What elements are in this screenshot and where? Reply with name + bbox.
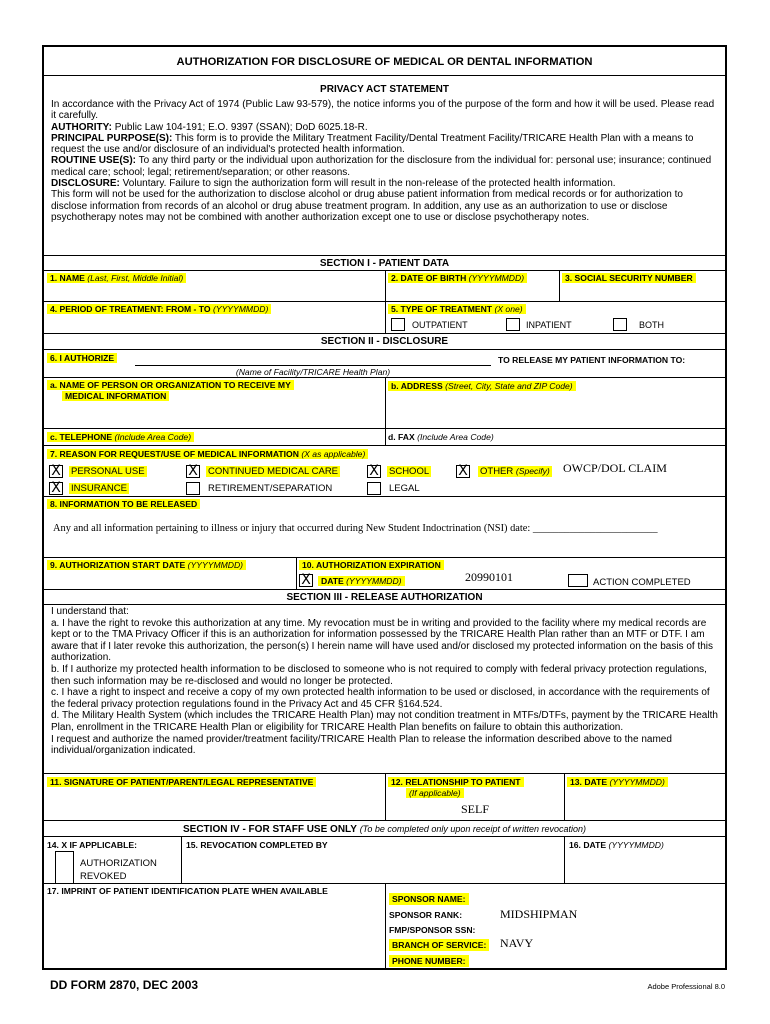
legal-label: LEGAL [389,483,420,494]
privacy-final: This form will not be used for the authorization to disclose alcohol or drug abuse patient information from medical records or for authorization to disclose information from records of an alcohol or drug abuse treatment program. In addition, any use as an authorization to use or disclose psychotherapy notes may not be combined with another authorization except one to use or disclose psychotherapy notes. [51,189,683,223]
relationship-label: 12. RELATIONSHIP TO PATIENT [388,777,524,787]
info-released-label: 8. INFORMATION TO BE RELEASED [47,499,200,509]
x-if-applicable-label: 14. X IF APPLICABLE: [47,840,137,850]
release-term: b. If I authorize my protected health information to be disclosed to someone who is not required to comply with federal privacy protection regulations, then such information may be re-disclosed and would no longer be protected. [51,663,707,687]
address-label: b. ADDRESS (Street, City, State and ZIP Code) [388,381,576,391]
reason-label: 7. REASON FOR REQUEST/USE OF MEDICAL INFORMATION (X as applicable) [47,449,368,459]
insurance-checkbox[interactable]: X [49,482,63,495]
other-checkbox[interactable]: X [456,465,470,478]
info-released-value[interactable]: Any and all information pertaining to illness or injury that occurred during New Student Indoctrination (NSI) date: ________________________ [53,523,658,534]
section4-heading: SECTION IV - FOR STAFF USE ONLY (To be completed only upon receipt of written revocation) [183,824,586,835]
signature-label: 11. SIGNATURE OF PATIENT/PARENT/LEGAL REPRESENTATIVE [47,777,316,787]
sponsor-rank-value[interactable]: MIDSHIPMAN [500,907,578,921]
release-to-label: TO RELEASE MY PATIENT INFORMATION TO: [498,355,686,365]
recipient-label: a. NAME OF PERSON OR ORGANIZATION TO RECEIVE MY [47,380,294,390]
retirement-checkbox[interactable] [186,482,200,495]
name-label: 1. NAME (Last, First, Middle Initial) [47,273,186,283]
address-field[interactable] [388,393,723,428]
continued-care-checkbox[interactable]: X [186,465,200,478]
school-checkbox[interactable]: X [367,465,381,478]
revocation-date-label: 16. DATE (YYYYMMDD) [569,840,664,850]
section1-heading: SECTION I - PATIENT DATA [319,258,450,269]
both-label: BOTH [639,320,665,330]
action-completed-label: ACTION COMPLETED [593,577,691,588]
outpatient-label: OUTPATIENT [412,320,468,330]
privacy-routine: ROUTINE USE(S): To any third party or the individual upon authorization for the disclosure from the individual for: personal use; insurance; continued medical care; school; legal; retirement/separation; or other reasons. [51,155,712,178]
other-label: OTHER (Specify) [480,466,550,477]
recipient-label-2: MEDICAL INFORMATION [62,391,169,401]
authorize-label: 6. I AUTHORIZE [47,353,117,363]
period-label: 4. PERIOD OF TREATMENT: FROM - TO (YYYYMMDD) [47,304,271,314]
inpatient-checkbox[interactable] [506,318,520,331]
phone-number-label: PHONE NUMBER: [389,955,469,967]
start-date-label: 9. AUTHORIZATION START DATE (YYYYMMDD) [47,560,246,570]
telephone-label: c. TELEPHONE (Include Area Code) [47,432,194,442]
sponsor-rank-label: SPONSOR RANK: [389,910,463,920]
privacy-authority: AUTHORITY: Public Law 104-191; E.O. 9397 (SSAN); DoD 6025.18-R. [51,121,368,133]
name-field[interactable] [44,284,382,300]
authorize-facility-field[interactable] [135,352,491,365]
continued-care-label: CONTINUED MEDICAL CARE [208,466,339,477]
both-checkbox[interactable] [613,318,627,331]
revoked-label: AUTHORIZATION REVOKED [80,858,157,882]
personal-use-checkbox[interactable]: X [49,465,63,478]
privacy-disclosure: DISCLOSURE: Voluntary. Failure to sign the authorization form will result in the non-release of the protected health information. [51,178,616,190]
form-title: AUTHORIZATION FOR DISCLOSURE OF MEDICAL OR DENTAL INFORMATION [176,56,593,68]
insurance-label: INSURANCE [71,483,127,494]
revocation-label: 15. REVOCATION COMPLETED BY [186,840,328,850]
signature-field[interactable] [44,790,382,818]
privacy-purpose: PRINCIPAL PURPOSE(S): This form is to provide the Military Treatment Facility/Dental Treatment Facility/TRICARE Health Plan with a means to request the use and/or disclosure of an individual's protected health information. [51,132,694,156]
privacy-intro: In accordance with the Privacy Act of 1974 (Public Law 93-579), the notice informs you of the purpose of the form and how it will be used. Please read it carefully. [51,99,715,122]
relationship-value[interactable]: SELF [461,802,490,816]
facility-hint: (Name of Facility/TRICARE Health Plan) [235,367,391,377]
personal-use-label: PERSONAL USE [71,466,145,477]
form-id: DD FORM 2870, DEC 2003 [50,978,199,992]
section2-heading: SECTION II - DISCLOSURE [320,336,449,347]
expiration-label: 10. AUTHORIZATION EXPIRATION [299,560,444,570]
branch-value[interactable]: NAVY [500,936,534,950]
branch-label: BRANCH OF SERVICE: [389,939,489,951]
treatment-type-label: 5. TYPE OF TREATMENT (X one) [388,304,526,314]
fmp-ssn-label: FMP/SPONSOR SSN: [389,925,476,935]
expiration-date-label: DATE (YYYYMMDD) [318,576,405,586]
revoked-checkbox[interactable] [55,851,74,883]
retirement-label: RETIREMENT/SEPARATION [208,483,333,494]
release-term: d. The Military Health System (which includes the TRICARE Health Plan) may not condition treatment in MTFs/DTFs, payment by the TRICARE Health Plan, enrollment in the TRICARE Health Plan or eligibility for TRICARE Health Plan benefits on failure to obtain this authorization. [51,710,718,733]
release-term: c. I have a right to inspect and receive a copy of my own protected health information to be used or disclosed, in accordance with the requirements of the federal privacy protection regulations found in the Privacy Act and 45 CFR §164.524. [51,687,710,710]
sponsor-name-label: SPONSOR NAME: [389,893,469,905]
fax-label: d. FAX (Include Area Code) [388,432,494,442]
dob-label: 2. DATE OF BIRTH (YYYYMMDD) [388,273,527,283]
release-term: I request and authorize the named provider/treatment facility/TRICARE Health Plan to release the information described above to the named individual/organization indicated. [51,733,672,757]
section3-heading: SECTION III - RELEASE AUTHORIZATION [286,592,483,603]
release-term: I understand that: [51,606,129,617]
school-label: SCHOOL [389,466,430,477]
relationship-hint: (If applicable) [406,788,464,798]
expiration-date-checkbox[interactable]: X [299,574,313,587]
expiration-date-value[interactable]: 20990101 [465,570,513,584]
legal-checkbox[interactable] [367,482,381,495]
release-terms [51,606,721,757]
outpatient-checkbox[interactable] [391,318,405,331]
signature-date-label: 13. DATE (YYYYMMDD) [567,777,668,787]
inpatient-label: INPATIENT [526,320,572,330]
other-value[interactable]: OWCP/DOL CLAIM [563,461,667,475]
action-completed-checkbox[interactable] [568,574,588,587]
privacy-statement [51,99,721,223]
privacy-heading: PRIVACY ACT STATEMENT [320,84,449,95]
ssn-label: 3. SOCIAL SECURITY NUMBER [562,273,696,283]
footer-app: Adobe Professional 8.0 [647,982,725,991]
recipient-field[interactable] [44,403,382,428]
release-term: a. I have the right to revoke this authorization at any time. My revocation must be in writing and provided to the facility where my medical records are kept or to the TMA Privacy Officer if this is an authorization for information possessed by the TRICARE Health Plan rather than an MTF or DTF. I am aware that if I later revoke this authorization, the person(s) I herein name will have used and/or disclosed my protected information on the basis of this authorization. [51,617,714,664]
imprint-label: 17. IMPRINT OF PATIENT IDENTIFICATION PLATE WHEN AVAILABLE [47,886,328,896]
